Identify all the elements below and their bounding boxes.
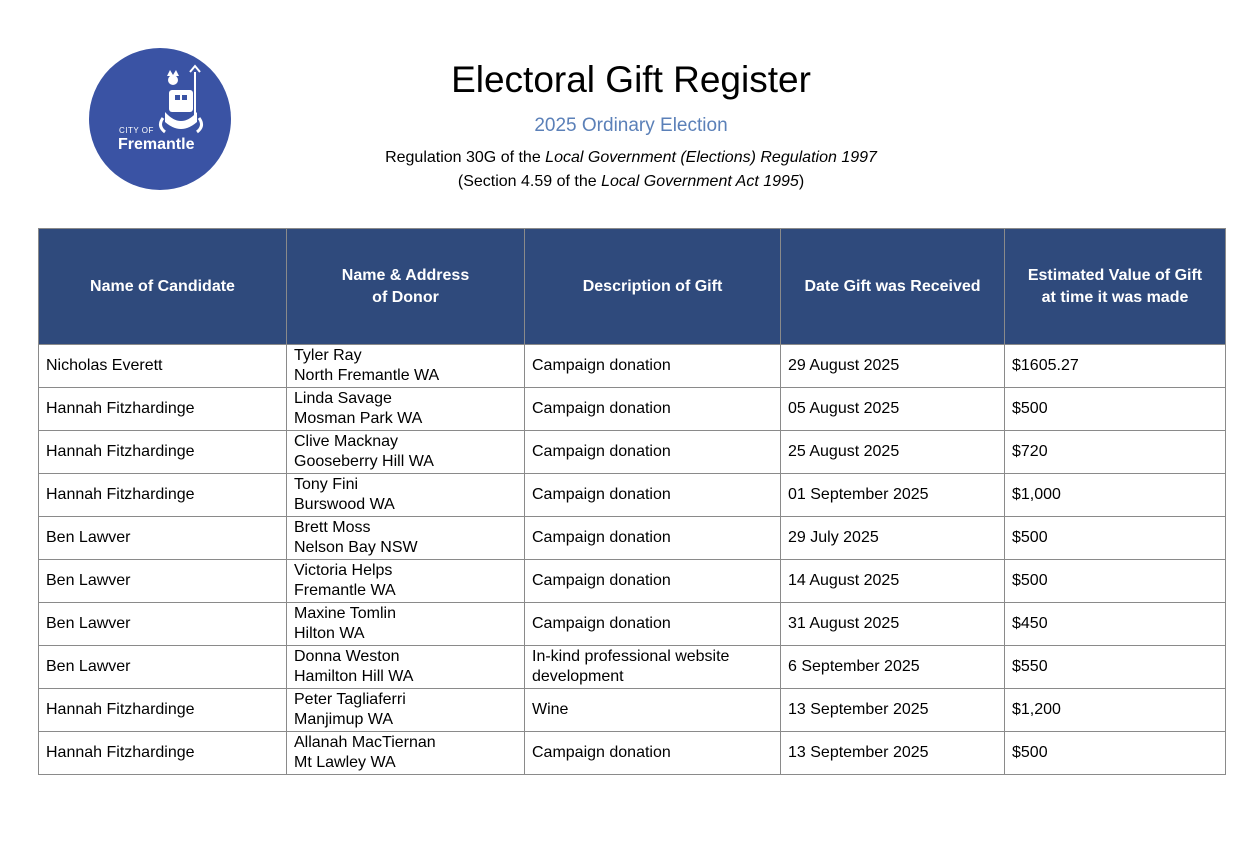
column-header-donor: Name & Address of Donor [287,229,525,345]
donor-cell [287,517,525,560]
donor-address: Burswood WA [294,496,395,513]
donor-address: Mt Lawley WA [294,754,396,771]
donor-cell [287,603,525,646]
gift-description-cell [525,689,781,732]
gift-description-cell [525,474,781,517]
donor-cell [287,646,525,689]
table-row [39,646,1226,689]
donor-address: Gooseberry Hill WA [294,453,434,470]
donor-cell [287,732,525,775]
donor-name: Victoria Helps [294,562,393,579]
gift-description: Campaign donation [532,744,671,761]
donor-address: North Fremantle WA [294,367,440,384]
candidate-cell: Hannah Fitzhardinge [39,689,287,732]
table-row [39,732,1226,775]
table-row [39,517,1226,560]
donor-address: Manjimup WA [294,711,393,728]
gift-description: Campaign donation [532,357,671,374]
donor-cell [287,431,525,474]
coat-of-arms-icon [89,48,231,190]
candidate-cell: Ben Lawver [39,517,287,560]
candidate-cell: Ben Lawver [39,646,287,689]
gift-description: Campaign donation [532,486,671,503]
city-of-fremantle-logo [89,48,231,190]
date-received-cell: 13 September 2025 [781,732,1005,775]
gift-description-cell [525,388,781,431]
donor-name: Donna Weston [294,648,400,665]
gift-description: Campaign donation [532,572,671,589]
act-title: Local Government Act 1995 [601,173,799,190]
estimated-value-cell: $1,000 [1005,474,1226,517]
candidate-cell: Ben Lawver [39,603,287,646]
date-received-cell: 6 September 2025 [781,646,1005,689]
section-suffix: ) [798,173,805,190]
date-received-cell: 29 August 2025 [781,345,1005,388]
page-title: Electoral Gift Register [451,59,811,100]
candidate-cell: Ben Lawver [39,560,287,603]
gift-description-cell [525,431,781,474]
gift-description: Wine [532,701,569,718]
candidate-cell: Hannah Fitzhardinge [39,431,287,474]
candidate-cell: Hannah Fitzhardinge [39,732,287,775]
logo-fremantle-text: Fremantle [118,136,195,153]
donor-address: Nelson Bay NSW [294,539,418,556]
donor-cell [287,689,525,732]
gift-description: Campaign donation [532,615,671,632]
donor-address: Hamilton Hill WA [294,668,414,685]
gift-description-cell [525,603,781,646]
gift-description-cell [525,517,781,560]
estimated-value-cell: $450 [1005,603,1226,646]
gift-register-table [38,228,1226,775]
gift-description-cell [525,732,781,775]
candidate-cell: Hannah Fitzhardinge [39,388,287,431]
estimated-value-cell: $550 [1005,646,1226,689]
regulation-prefix: Regulation 30G of the [385,149,546,166]
date-received-cell: 05 August 2025 [781,388,1005,431]
table-row [39,560,1226,603]
donor-name: Allanah MacTiernan [294,734,436,751]
estimated-value-cell: $500 [1005,517,1226,560]
regulation-title: Local Government (Elections) Regulation 1997 [545,149,877,166]
donor-name: Brett Moss [294,519,371,536]
donor-address: Fremantle WA [294,582,396,599]
donor-name: Maxine Tomlin [294,605,396,622]
table-row [39,388,1226,431]
section-reference [300,172,962,192]
date-received-cell: 29 July 2025 [781,517,1005,560]
donor-cell [287,345,525,388]
date-received-cell: 01 September 2025 [781,474,1005,517]
table-row [39,603,1226,646]
donor-address: Hilton WA [294,625,365,642]
date-received-cell: 31 August 2025 [781,603,1005,646]
table-header-row [39,229,1226,345]
gift-description: Campaign donation [532,400,671,417]
estimated-value-cell: $720 [1005,431,1226,474]
gift-description-cell [525,560,781,603]
column-header-date: Date Gift was Received [781,229,1005,345]
table-row [39,345,1226,388]
estimated-value-cell: $500 [1005,388,1226,431]
logo-city-of-text: CITY OF [119,126,154,135]
gift-description-cont: development [532,668,624,685]
gift-description: Campaign donation [532,529,671,546]
column-header-value: Estimated Value of Gift at time it was made [1005,229,1226,345]
donor-name: Clive Macknay [294,433,399,450]
donor-name: Linda Savage [294,390,392,407]
donor-address: Mosman Park WA [294,410,423,427]
table-row [39,474,1226,517]
donor-cell [287,560,525,603]
table-row [39,431,1226,474]
page-subtitle: 2025 Ordinary Election [534,115,728,136]
donor-name: Tony Fini [294,476,359,493]
date-received-cell: 25 August 2025 [781,431,1005,474]
candidate-cell: Hannah Fitzhardinge [39,474,287,517]
gift-description-cell [525,345,781,388]
donor-name: Peter Tagliaferri [294,691,406,708]
gift-description: In-kind professional website [532,648,730,665]
estimated-value-cell: $500 [1005,560,1226,603]
date-received-cell: 13 September 2025 [781,689,1005,732]
column-header-candidate: Name of Candidate [39,229,287,345]
estimated-value-cell: $500 [1005,732,1226,775]
estimated-value-cell: $1605.27 [1005,345,1226,388]
candidate-cell: Nicholas Everett [39,345,287,388]
section-prefix: (Section 4.59 of the [457,173,602,190]
donor-cell [287,388,525,431]
regulation-reference [300,148,962,168]
donor-name: Tyler Ray [294,347,362,364]
donor-cell [287,474,525,517]
estimated-value-cell: $1,200 [1005,689,1226,732]
gift-description: Campaign donation [532,443,671,460]
date-received-cell: 14 August 2025 [781,560,1005,603]
column-header-description: Description of Gift [525,229,781,345]
table-row [39,689,1226,732]
gift-description-cell [525,646,781,689]
